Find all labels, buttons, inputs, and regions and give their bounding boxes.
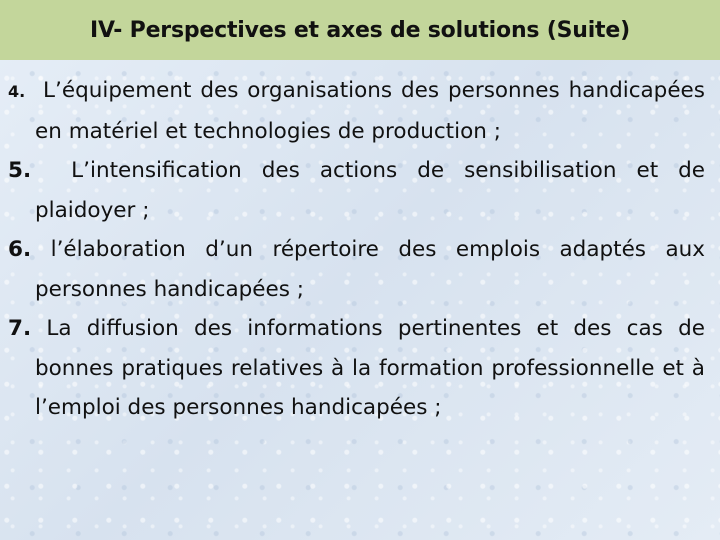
item-number: 7.: [8, 316, 32, 341]
list-item-5: [8, 151, 705, 230]
title-bar: [0, 0, 720, 60]
item-text: L’intensification des actions de sensibilisation et de plaidoyer ;: [35, 158, 705, 223]
list-item-6: [8, 230, 705, 309]
item-number: 6.: [8, 237, 32, 262]
item-text: L’équipement des organisations des personnes handicapées en matériel et technologies de production ;: [35, 78, 705, 144]
item-text: l’élaboration d’un répertoire des emplois adaptés aux personnes handicapées ;: [35, 237, 705, 302]
item-text: La diffusion des informations pertinentes et des cas de bonnes pratiques relatives à la formation professionnelle et à l’emploi des personnes handicapées ;: [35, 316, 705, 420]
list-item-7: [8, 309, 705, 428]
item-number: 4.: [8, 82, 26, 101]
slide-title: IV- Perspectives et axes de solutions (Suite): [90, 17, 630, 43]
item-number: 5.: [8, 158, 32, 183]
numbered-list: [8, 71, 705, 428]
list-item-4: [8, 71, 705, 151]
